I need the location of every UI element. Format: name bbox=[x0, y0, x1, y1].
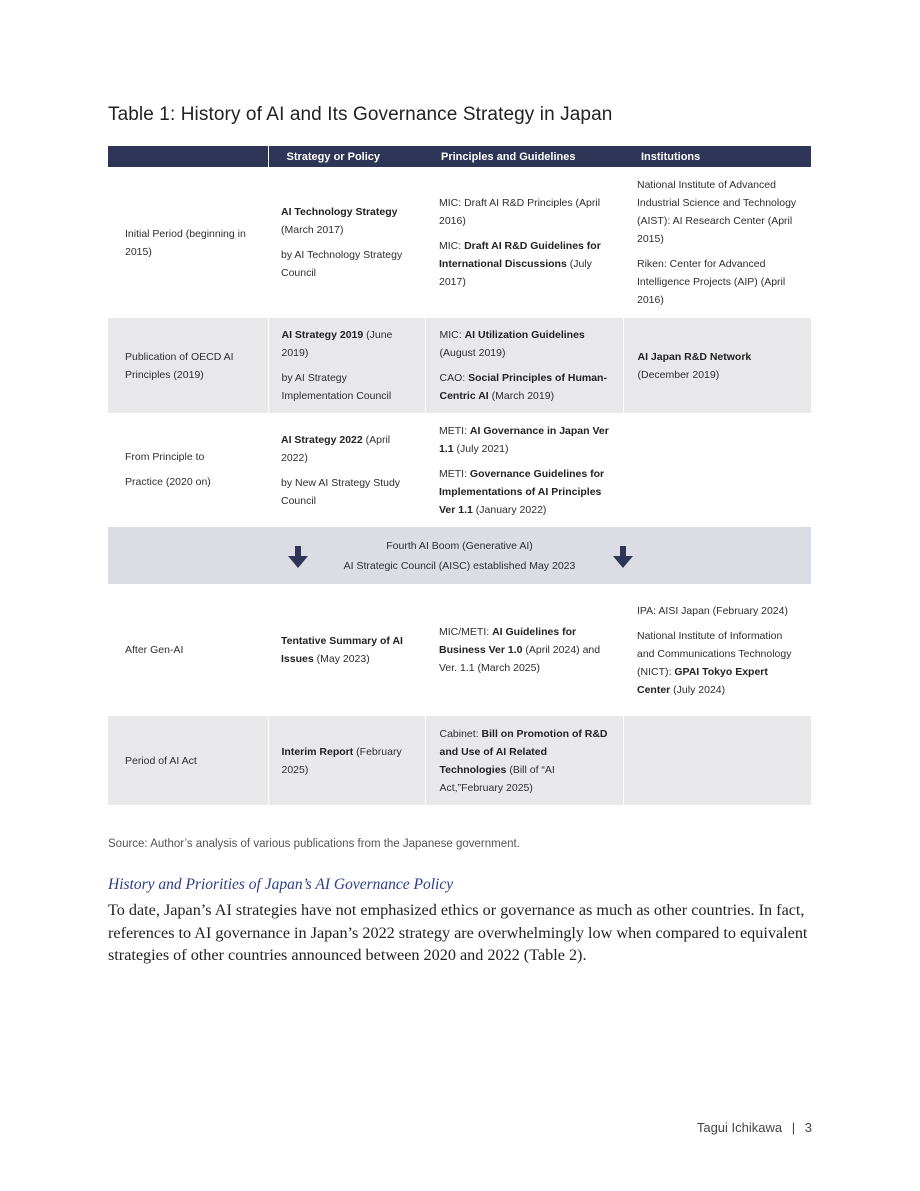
page-footer bbox=[697, 1120, 812, 1135]
table-row bbox=[108, 413, 811, 527]
institutions-cell: IPA: AISI Japan (February 2024) National Institute of Information and Communications Technology (NICT): GPAI Tokyo Expert Center (July 2024) bbox=[637, 604, 792, 696]
period-cell: Initial Period (beginning in 2015) bbox=[125, 227, 246, 258]
period-cell: From Principle to Practice (2020 on) bbox=[125, 451, 211, 488]
section-heading: History and Priorities of Japan’s AI Governance Policy bbox=[108, 876, 454, 893]
boom-line-2: AI Strategic Council (AISC) established May 2023 bbox=[343, 559, 576, 572]
principles-cell: MIC: AI Utilization Guidelines (August 2019) CAO: Social Principles of Human-Centric AI (March 2019) bbox=[425, 318, 623, 413]
table-source-note: Source: Author’s analysis of various publications from the Japanese government. bbox=[108, 838, 520, 850]
header-blank bbox=[108, 146, 268, 167]
institutions-cell: AI Japan R&D Network (December 2019) bbox=[623, 318, 811, 413]
ai-boom-row bbox=[108, 527, 811, 584]
strategy-cell: AI Strategy 2019 (June 2019) by AI Strategy Implementation Council bbox=[268, 318, 425, 413]
arrow-down-icon bbox=[613, 546, 633, 568]
footer-separator: | bbox=[791, 1120, 796, 1135]
table-row bbox=[108, 318, 811, 413]
table-header-row bbox=[108, 146, 811, 167]
header-institutions: Institutions bbox=[623, 146, 811, 167]
author-name: Tagui Ichikawa bbox=[696, 1120, 783, 1135]
principles-cell: Cabinet: Bill on Promotion of R&D and Use of AI Related Technologies (Bill of “AI Act,”February 2025) bbox=[425, 716, 623, 805]
table-row bbox=[108, 584, 811, 716]
period-cell: After Gen-AI bbox=[125, 644, 184, 656]
ai-boom-cell bbox=[108, 527, 811, 584]
principles-cell: MIC/METI: AI Guidelines for Business Ver 1.0 (April 2024) and Ver. 1.1 (March 2025) bbox=[439, 626, 601, 674]
strategy-cell: Tentative Summary of AI Issues (May 2023) bbox=[281, 635, 403, 665]
history-table bbox=[108, 146, 811, 805]
table-title: Table 1: History of AI and Its Governance Strategy in Japan bbox=[108, 104, 613, 125]
institutions-cell bbox=[623, 413, 811, 527]
principles-cell: METI: AI Governance in Japan Ver 1.1 (July 2021) METI: Governance Guidelines for Implementations of AI Principles Ver 1.1 (January 2022) bbox=[439, 424, 609, 516]
header-strategy: Strategy or Policy bbox=[268, 146, 425, 167]
table-row bbox=[108, 167, 811, 318]
strategy-cell: Interim Report (February 2025) bbox=[268, 716, 425, 805]
boom-line-1: Fourth AI Boom (Generative AI) bbox=[386, 539, 533, 552]
principles-cell: MIC: Draft AI R&D Principles (April 2016) MIC: Draft AI R&D Guidelines for International Discussions (July 2017) bbox=[439, 197, 601, 288]
institutions-cell: National Institute of Advanced Industrial Science and Technology (AIST): AI Research Center (April 2015) Riken: Center for Advanced Intelligence Projects (AIP) (April 2016) bbox=[637, 179, 797, 306]
header-principles: Principles and Guidelines bbox=[425, 146, 623, 167]
page-number: 3 bbox=[804, 1120, 812, 1135]
period-cell: Publication of OECD AI Principles (2019) bbox=[108, 318, 268, 413]
strategy-cell: AI Strategy 2022 (April 2022) by New AI Strategy Study Council bbox=[281, 433, 401, 507]
period-cell: Period of AI Act bbox=[108, 716, 268, 805]
strategy-cell: AI Technology Strategy (March 2017) by AI Technology Strategy Council bbox=[281, 206, 403, 279]
table-row bbox=[108, 716, 811, 805]
body-paragraph: To date, Japan’s AI strategies have not emphasized ethics or governance as much as other countries. In fact, references to AI governance in Japan’s 2022 strategy are overwhelmingly low when compared to equivalent strategies of other countries announced between 2020 and 2022 (Table 2). bbox=[108, 901, 808, 964]
arrow-down-icon bbox=[288, 546, 308, 568]
institutions-cell bbox=[623, 716, 811, 805]
